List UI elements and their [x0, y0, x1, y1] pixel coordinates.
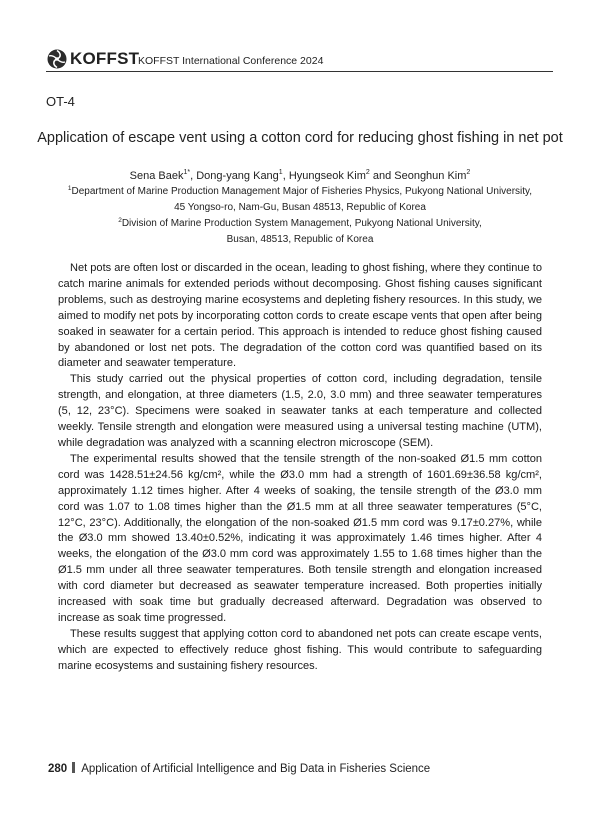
paper-code: OT-4 — [46, 94, 75, 109]
logo-text: KOFFST — [70, 49, 140, 68]
abstract-paragraph: The experimental results showed that the tensile strength of the non-soaked Ø1.5 mm cotton cord was 1428.51±24.56 kg/cm², while the Ø3.0 mm had a strength of 1601.69±36.58 kg/cm², approximately 1.12 times higher. After 4 weeks of soaking, the tensile strength of the Ø3.0 mm cord was 1.07 to 1.08 times higher than the Ø1.5 mm at all three seawater temperatures (5°C, 12°C, 23°C). Additionally, the elongation of the non-soaked Ø1.5 mm cord was 9.17±0.27%, while the Ø3.0 mm showed 13.40±0.52%, indicating it was approximately 1.46 times higher. After 4 weeks, the elongation of the Ø3.0 mm cord was approximately 1.55 to 1.68 times higher than the Ø1.5 mm under all three seawater temperatures. Both tensile strength and elongation increased with cord diameter but decreased as seawater temperature increased. Both properties initially increased with soak time but gradually decreased afterward. Degradation was observed to increase as soak time progressed. — [58, 452, 542, 624]
header-rule — [46, 71, 553, 72]
paper-title: Application of escape vent using a cotton cord for reducing ghost fishing in net pot — [37, 130, 563, 146]
abstract-paragraph: Net pots are often lost or discarded in the ocean, leading to ghost fishing, where they continue to catch marine animals for extended periods without decomposing. Ghost fishing causes significant problems, such as destroying marine ecosystems and depleting fishery resources. In this study, we aimed to modify net pots by incorporating cotton cords to create escape vents that open after being soaked in seawater for a certain period. This approach is intended to reduce ghost fishing caused by abandoned or lost net pots. The degradation of the cotton cord was quantified based on its diameter and seawater temperature. — [58, 262, 542, 370]
abstract-paragraph: These results suggest that applying cotton cord to abandoned net pots can create escape vents, which are expected to effectively reduce ghost fishing. This would contribute to safeguarding marine ecosystems and sustaining fishery resources. — [58, 627, 542, 672]
author-affiliation-mark: 2 — [365, 169, 370, 176]
affiliation-mark: 2 — [118, 217, 122, 224]
page-header — [46, 48, 553, 72]
conference-name: KOFFST International Conference 2024 — [138, 55, 324, 67]
koffst-emblem-icon — [46, 49, 68, 69]
page-footer — [48, 762, 430, 775]
affiliation-line: Division of Marine Production System Management, Pukyong National University, — [121, 218, 482, 229]
affiliation-line: Busan, 48513, Republic of Korea — [226, 234, 374, 245]
book-title: Application of Artificial Intelligence and Big Data in Fisheries Science — [81, 763, 431, 775]
affiliation-2 — [30, 213, 570, 248]
author-name: Hyungseok Kim — [288, 170, 366, 182]
author-affiliation-mark: 1* — [183, 169, 191, 176]
affiliation-mark: 1 — [67, 185, 72, 192]
affiliation-1 — [30, 181, 570, 216]
footer-separator — [72, 762, 75, 773]
affiliation-line: Department of Marine Production Management Major of Fisheries Physics, Pukyong National University, — [71, 186, 533, 197]
koffst-logo — [46, 49, 139, 69]
page-number: 280 — [48, 763, 68, 775]
abstract-paragraph: This study carried out the physical properties of cotton cord, including degradation, tensile strength, and elongation, at three diameters (1.5, 2.0, 3.0 mm) and three seawater temperatures (5, 12, 23°C). Specimens were soaked in seawater tanks at each temperature and collected weekly. Tensile strength and elongation were measured using a universal testing machine (UTM), while degradation was analyzed with a scanning electron microscope (SEM). — [58, 373, 542, 449]
abstract-body — [58, 261, 542, 675]
author-affiliation-mark: 2 — [466, 169, 471, 176]
author-affiliation-mark: 1 — [278, 169, 283, 176]
affiliation-line: 45 Yongso-ro, Nam-Gu, Busan 48513, Republic of Korea — [174, 202, 426, 213]
author-name: Sena Baek — [129, 170, 184, 182]
author-name: Dong-yang Kang — [196, 170, 279, 182]
author-name: Seonghun Kim — [394, 170, 467, 182]
author-list: Sena Baek$^{1*}$, Dong-yang Kang$^1$, Hyungseok Kim$^2$ and Seonghun Kim$^2$ — [129, 169, 471, 182]
